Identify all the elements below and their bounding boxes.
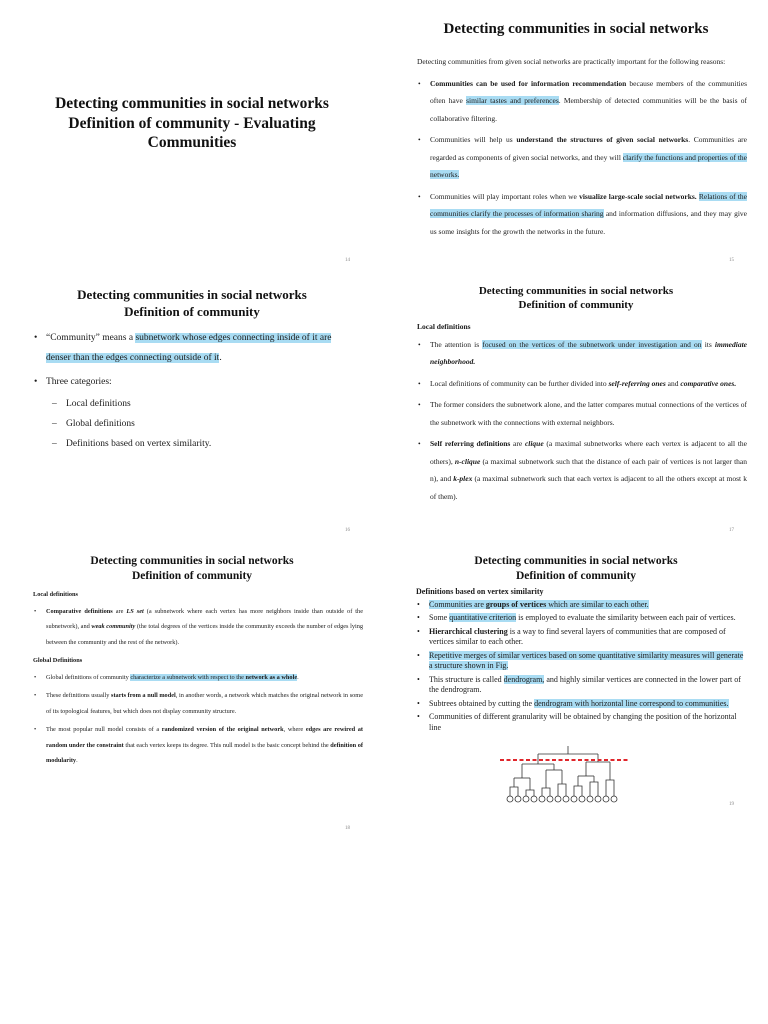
slide-14: [0, 0, 384, 270]
highlight: similar tastes and preferences: [466, 96, 559, 105]
text: Global definitions of community: [46, 673, 131, 681]
leaf-nodes: [507, 796, 617, 802]
bullet: [429, 627, 747, 648]
slide-19: [384, 540, 768, 830]
text: are: [510, 439, 525, 448]
text: . Membership of detected communities will be the basis of collaborative filtering.: [430, 96, 747, 123]
text: .: [297, 673, 299, 681]
highlight: dendrogram,: [503, 674, 545, 684]
bullet: • Communities of different granularity will be obtained by changing the position of the horizontal line: [429, 712, 747, 733]
bullet: [46, 688, 363, 719]
text: “Community” means a: [46, 333, 136, 343]
text: .: [76, 757, 78, 764]
bullet: [429, 613, 747, 624]
text: (a maximal subnetwork such that each vertex is adjacent to all the others except at most k of them).: [430, 474, 747, 501]
bullet: [429, 699, 747, 710]
section-heading: Global Definitions: [33, 657, 83, 664]
text: , where: [283, 726, 306, 733]
slide-15: [384, 0, 768, 270]
text: The most popular null model consists of a: [46, 726, 162, 733]
highlight: subnetwork whose edges connecting inside of it are denser than the edges connecting outside of it: [46, 333, 332, 363]
bold-text: Hierarchical clustering: [429, 626, 508, 636]
bold-text: edges are rewired at random under the constraint: [46, 726, 363, 749]
text: are: [112, 607, 127, 615]
page-number: 18: [345, 826, 350, 831]
bullet: [429, 651, 747, 672]
slide-17-title: [394, 284, 758, 312]
bullet: [46, 328, 356, 368]
bullet: [430, 131, 747, 184]
text: The attention is: [430, 339, 483, 349]
title-line: Detecting communities in social networks: [77, 287, 307, 302]
text: . Communities are regarded as components of given social networks, and they will: [430, 135, 748, 162]
page-number: 16: [345, 528, 350, 533]
text: , in another words, a network which matches the original network in some of its topological features, but which does not display community structure.: [46, 692, 363, 715]
bullet: • The former considers the subnetwork alone, and the latter compares mutual connections of the vertices of the subnetwork with the connections with external neighbors.: [430, 396, 747, 431]
sub-item: – Global definitions: [66, 414, 356, 434]
page-number: 14: [345, 258, 350, 263]
slide-17: [384, 270, 768, 540]
text: is a way to find several layers of communities that are composed of vertices similar to each other.: [429, 626, 726, 646]
italic-text: comparative ones.: [680, 378, 737, 388]
bold-text: definition of modularity: [46, 741, 363, 764]
bold-text: randomized version of the original network: [161, 726, 284, 733]
italic-text: k-plex: [453, 474, 473, 483]
text: (a maximal subnetwork such that the distance of each pair of vertices is not larger than n), and: [430, 456, 748, 483]
bullet: [430, 435, 747, 505]
text: Local definitions of community can be further divided into: [430, 378, 609, 388]
title-line: Detecting communities in social networks: [474, 555, 678, 567]
section-heading: Definitions based on vertex similarity: [416, 587, 544, 596]
slide-14-title: [20, 94, 364, 153]
text: (the total degrees of the vertices inside the community exceeds the number of edges lying between the community and the rest of the network).: [46, 623, 364, 646]
title-line: Communities: [147, 134, 237, 151]
text: Subtrees obtained by cutting the: [429, 698, 535, 708]
bold-text: Communities can be used for information recommendation: [430, 78, 627, 88]
page-number: 19: [729, 802, 734, 807]
text: Some: [429, 613, 450, 622]
bold-text: Self referring definitions: [430, 439, 511, 448]
title-line: Definition of community: [131, 570, 253, 582]
sub-item: – Definitions based on vertex similarity.: [66, 434, 356, 454]
section-heading: Local definitions: [33, 591, 78, 598]
slide-16: [0, 270, 384, 540]
bold-text: starts from a null model: [111, 692, 176, 699]
bold-text: Comparative definitions: [46, 607, 113, 615]
bold-text: visualize large-scale social networks.: [579, 191, 697, 201]
bullet: [46, 670, 363, 686]
text: and highly similar vertices are connected in the lower part of the dendrogram.: [429, 674, 741, 694]
bullet: [429, 675, 747, 696]
bullet: [430, 75, 747, 128]
sub-item: – Local definitions: [66, 394, 356, 414]
title-line: Definition of community: [124, 304, 260, 319]
italic-text: weak community: [91, 623, 136, 630]
title-line: Definition of community: [518, 299, 634, 311]
bullet: [46, 604, 363, 651]
highlight: characterize a subnetwork with respect to the: [130, 673, 246, 681]
highlight: network as a whole: [245, 673, 298, 681]
page-number: 15: [729, 258, 734, 263]
text: (a subnetwork where each vertex has more neighbors inside than outside of the subnetwork), and: [46, 607, 364, 630]
text: These definitions usually: [46, 692, 111, 699]
italic-text: immediate neighborhood.: [430, 339, 747, 366]
slide-16-title: [10, 286, 374, 320]
section-heading: Local definitions: [417, 322, 471, 331]
text: This structure is called: [429, 674, 504, 684]
slide-18-title: [10, 554, 374, 584]
bold-text: understand the structures of given social networks: [516, 135, 689, 144]
dendrogram-tree: [510, 746, 614, 796]
title-line: Definition of community - Evaluating: [68, 114, 316, 132]
highlight: clarify the functions and properties of the networks.: [430, 152, 748, 179]
italic-text: n-clique: [454, 456, 481, 466]
italic-text: self-referring ones: [608, 378, 666, 388]
highlight: Repetitive merges of similar vertices based on some quantitative similarity measures will generate a structure shown in Fig.: [429, 650, 744, 670]
slide-15-title: Detecting communities in social networks: [443, 21, 709, 37]
text: and information diffusions, and they may give us some insights for the growth the networks in the future.: [430, 209, 747, 236]
bullet: [46, 722, 363, 769]
bullet: [430, 375, 747, 393]
text: Communities will play important roles when we: [430, 191, 580, 201]
text: and: [665, 378, 681, 388]
highlight: quantitative criterion: [449, 613, 517, 622]
text: its: [701, 339, 715, 349]
highlight: which are similar to each other.: [546, 599, 649, 609]
bullet: [430, 336, 747, 371]
slide-19-title: [394, 554, 758, 584]
italic-text: clique: [524, 439, 544, 448]
title-line: Detecting communities in social networks: [55, 95, 329, 112]
slide-18: [0, 540, 384, 830]
text: .: [219, 353, 222, 363]
title-line: Detecting communities in social networks: [478, 285, 674, 297]
page-number: 17: [729, 528, 734, 533]
text: is employed to evaluate the similarity between each pair of vertices.: [516, 613, 736, 622]
intro-text: Detecting communities from given social networks are practically important for the following reasons:: [417, 57, 726, 66]
text: because members of the communities often have: [430, 78, 747, 105]
highlight: dendrogram with horizontal line correspond to communities.: [534, 698, 729, 708]
text: that each vertex keeps its degree. This null model is the basic concept behind the: [123, 741, 331, 749]
text: (a maximal subnetworks where each vertex is adjacent to all the others),: [430, 439, 747, 466]
dendrogram-figure: [496, 740, 636, 812]
italic-text: LS set: [126, 607, 144, 615]
highlight: Communities are: [429, 599, 486, 609]
text: Communities will help us: [430, 135, 517, 144]
bullet: • Three categories:: [46, 372, 356, 392]
bold-text: groups of vertices: [485, 599, 547, 609]
bullet: [430, 188, 747, 241]
title-line: Detecting communities in social networks: [90, 555, 294, 567]
highlight: focused on the vertices of the subnetwork under investigation and on: [482, 339, 702, 349]
highlight: Relations of the communities clarify the processes of information sharing: [430, 191, 748, 218]
bullet: [429, 600, 747, 611]
title-line: Definition of community: [515, 570, 637, 582]
